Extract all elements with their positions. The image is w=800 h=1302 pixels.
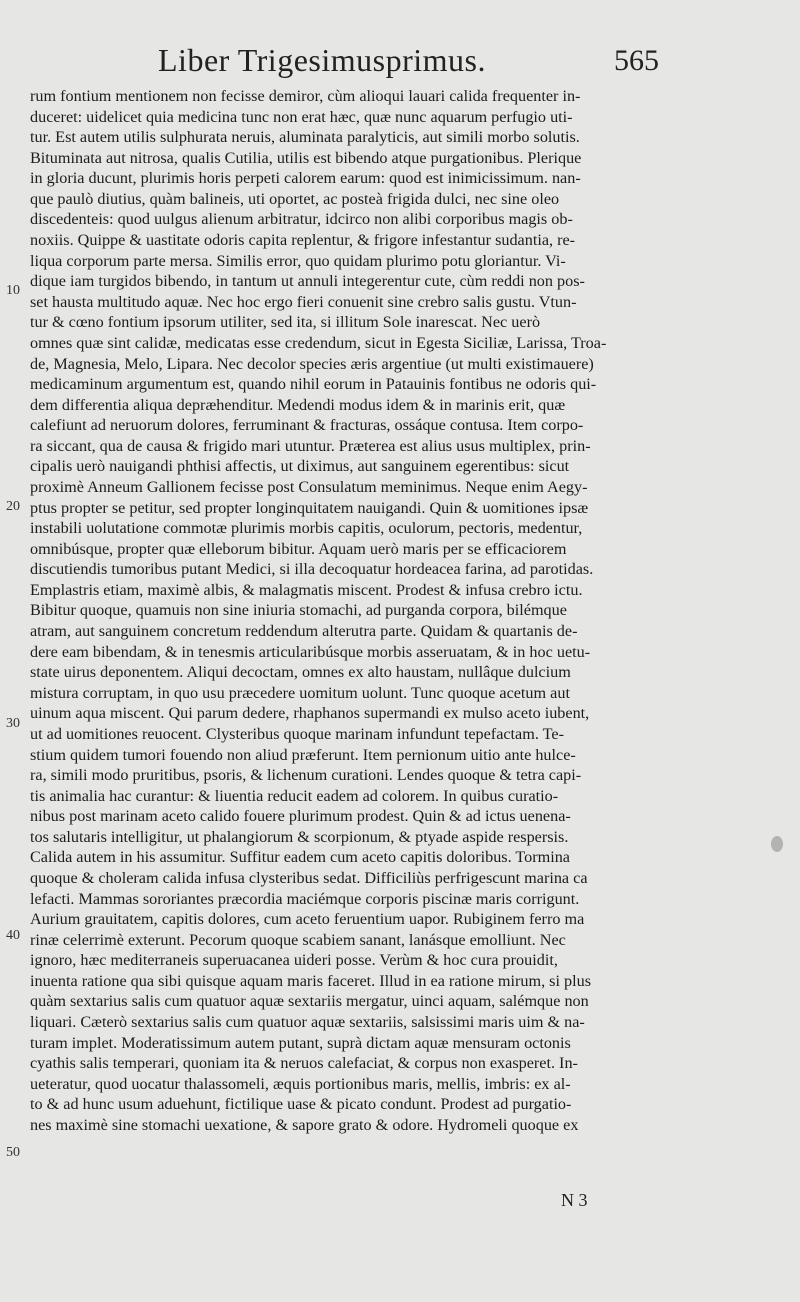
text-line: cyathis salis temperari, quoniam ita & neruos calefaciat, & corpus non exasperet. In- <box>30 1054 578 1073</box>
line-number: 50 <box>6 1145 20 1160</box>
line-number: 20 <box>6 499 20 514</box>
text-line: in gloria ducunt, plurimis horis perpeti calorem earum: quod est inimicissimum. nan- <box>30 169 581 188</box>
text-line: liquari. Cæterò sextarius salis cum quatuor aquæ sextariis, salsissimi maris uim & na- <box>30 1013 585 1032</box>
text-line: ptus propter se petitur, sed propter longinquitatem nauigandi. Quin & uomitiones ipsæ <box>30 498 589 517</box>
text-line: ra siccant, qua de causa & frigido mari utuntur. Præterea est alius usus multiplex, prin- <box>30 436 591 455</box>
line-number: 10 <box>6 283 20 298</box>
text-line: Emplastris etiam, maximè albis, & malagmatis miscent. Prodest & infusa crebro ictu. <box>30 580 583 599</box>
text-line: ueteratur, quod uocatur thalassomeli, æquis portionibus maris, mellis, imbris: ex al- <box>30 1074 571 1093</box>
text-line: ra, simili modo pruritibus, psoris, & lichenum curationi. Lendes quoque & tetra capi- <box>30 766 582 785</box>
text-line: omnes quæ sint calidæ, medicatas esse credendum, sicut in Egesta Siciliæ, Larissa, Troa- <box>30 333 607 352</box>
text-line: state uirus deponentem. Aliqui decoctam, omnes ex alto haustam, nullâque dulcium <box>30 663 571 682</box>
page-header <box>0 38 800 88</box>
signature-mark: N 3 <box>561 1190 588 1210</box>
text-line: cipalis uerò nauigandi phthisi affectis, ut diximus, aut sanguinem egerentibus: sicut <box>30 457 570 476</box>
text-line: to & ad hunc usum aduehunt, fictilique uase & picato condunt. Prodest ad purgatio- <box>30 1095 572 1114</box>
text-line: lefacti. Mammas sororiantes præcordia maciémque corporis piscinæ maris corrigunt. <box>30 889 580 908</box>
text-line: de, Magnesia, Melo, Lipara. Nec decolor species æris argentiue (ut multi existimauere) <box>30 354 594 373</box>
line-number: 30 <box>6 716 20 731</box>
body-text <box>30 86 690 1135</box>
text-line: nibus post marinam aceto calido fouere plurimum prodest. Quin & ad ictus uenena- <box>30 807 571 826</box>
text-line: instabili uolutatione commotæ plurimis morbis capitis, oculorum, pectoris, medentur, <box>30 519 583 538</box>
text-line: ut ad uomitiones reuocent. Clysteribus quoque marinam infundunt tepefactam. Te- <box>30 724 564 743</box>
text-line: tur. Est autem utilis sulphurata neruis, aluminata paralyticis, aut simili morbo solutis. <box>30 128 580 147</box>
text-line: atram, aut sanguinem concretum reddendum alterutra parte. Quidam & quartanis de- <box>30 622 578 641</box>
text-line: dere eam bibendam, & in tenesmis articularibúsque morbis asseruatam, & in hoc uetu- <box>30 642 591 661</box>
text-line: tis animalia hac curantur: & liuentia reducit eadem ad colorem. In quibus curatio- <box>30 786 559 805</box>
text-line: Aurium grauitatem, capitis dolores, cum aceto feruentium uapor. Rubiginem ferro ma <box>30 910 585 929</box>
text-line: calefiunt ad neruorum dolores, ferruminant & fracturas, ossáque contusa. Item corpo- <box>30 416 584 435</box>
text-line: medicaminum argumentum est, quando nihil eorum in Patauinis fontibus ne odoris qui- <box>30 375 597 394</box>
running-title: Liber Trigesimusprimus. <box>158 42 486 78</box>
text-line: dique iam turgidos bibendo, in tantum ut annuli integerentur cute, cùm reddi non pos- <box>30 272 585 291</box>
text-line: liqua corporum parte mersa. Similis error, quo quidam plurimo potu gloriantur. Vi- <box>30 251 566 270</box>
text-line: omnibúsque, propter quæ elleborum bibitur. Aquam uerò maris per se efficaciorem <box>30 539 567 558</box>
text-line: mistura corruptam, in quo usu præcedere uomitum uolunt. Tunc quoque acetum aut <box>30 683 570 702</box>
text-line: nes maximè sine stomachi uexatione, & sapore grato & odore. Hydromeli quoque ex <box>30 1115 579 1134</box>
text-line: que paulò diutius, quàm balineis, uti oportet, ac posteà frigida dulci, nec sine oleo <box>30 189 560 208</box>
text-line: rinæ celerrimè exterunt. Pecorum quoque scabiem sanant, lanásque emolliunt. Nec <box>30 930 566 949</box>
text-line: duceret: uidelicet quia medicina tunc non erat hæc, quæ nunc aquarum perfugio uti- <box>30 107 573 126</box>
text-line: tur & cœno fontium ipsorum utiliter, sed ita, si illitum Sole inarescat. Nec uerò <box>30 313 541 332</box>
text-line: discedenteis: quod uulgus alienum arbitratur, idcirco non alibi corporibus magis ob- <box>30 210 573 229</box>
text-line: quàm sextarius salis cum quatuor aquæ sextariis mergatur, uinci aquam, salémque non <box>30 992 589 1011</box>
text-line: set hausta multitudo aquæ. Nec hoc ergo fieri conuenit sine crebro salis gustu. Vtun- <box>30 292 577 311</box>
line-number: 40 <box>6 928 20 943</box>
paper-stain <box>771 836 783 852</box>
text-line: turam implet. Moderatissimum autem putant, suprà dictam aquæ mensuram octonis <box>30 1033 571 1052</box>
text-line: quoque & choleram calida infusa clysteribus sedat. Difficiliùs perfrigescunt marina ca <box>30 868 588 887</box>
text-line: proximè Anneum Gallionem fecisse post Consulatum meminimus. Neque enim Aegy- <box>30 477 588 496</box>
text-line: tos salutaris intelligitur, ut phalangiorum & scorpionum, & ptyade aspide respersis. <box>30 827 569 846</box>
page-number: 565 <box>614 44 659 77</box>
text-line: ignoro, hæc mediterraneis superuacanea uideri posse. Verùm & hoc cura prouidit, <box>30 951 558 970</box>
text-line: noxiis. Quippe & uastitate odoris capita replentur, & frigore infestantur sudantia, re- <box>30 231 576 250</box>
text-line: rum fontium mentionem non fecisse demiror, cùm alioqui lauari calida frequenter in- <box>30 87 581 105</box>
text-line: Bibitur quoque, quamuis non sine iniuria stomachi, ad purganda corpora, bilémque <box>30 601 567 620</box>
text-line: dem differentia aliqua depræhenditur. Medendi modus idem & in marinis erit, quæ <box>30 395 566 414</box>
text-line: Bituminata aut nitrosa, qualis Cutilia, utilis est bibendo atque purgationibus. Plerique <box>30 148 582 167</box>
text-line: discutiendis tumoribus putant Medici, si illa decoquatur hordeacea farina, ad parotidas. <box>30 560 594 579</box>
text-line: Calida autem in his assumitur. Suffitur eadem cum aceto capitis doloribus. Tormina <box>30 848 570 867</box>
text-line: inuenta ratione qua sibi quisque aquam maris faceret. Illud in ea ratione mirum, si plus <box>30 971 592 990</box>
text-line: stium quidem tumori fouendo non aliud præferunt. Item pernionum uitio ante hulce- <box>30 745 576 764</box>
text-line: uinum aqua miscent. Qui parum dedere, rhaphanos supermandi ex mulso aceto iubent, <box>30 704 590 723</box>
